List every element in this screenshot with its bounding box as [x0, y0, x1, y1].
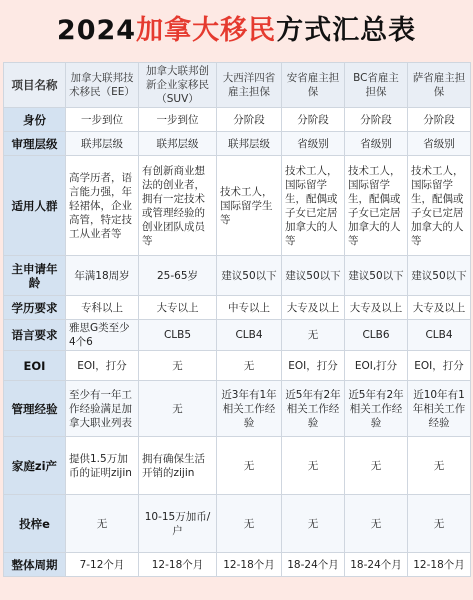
table-row: [4, 381, 471, 437]
table-cell: 无: [345, 495, 408, 553]
table-row: [4, 132, 471, 156]
row-label: 审理层级: [4, 132, 66, 156]
table-cell: 有创新商业想法的创业者，拥有一定技术或管理经验的创业团队成员等: [139, 156, 217, 256]
table-cell: 专科以上: [66, 296, 139, 320]
table-cell: 技术工人，国际留学生等: [217, 156, 282, 256]
table-cell: 18-24个月: [282, 553, 345, 577]
table-cell: EOI，打分: [408, 351, 471, 381]
table-cell: 联邦层级: [139, 132, 217, 156]
row-label: 整体周期: [4, 553, 66, 577]
table-cell: 18-24个月: [345, 553, 408, 577]
table-cell: 无: [345, 437, 408, 495]
table-row: [4, 108, 471, 132]
table-cell: CLB4: [217, 320, 282, 351]
table-cell: 7-12个月: [66, 553, 139, 577]
table-cell: EOI，打分: [282, 351, 345, 381]
header-col-sask: 萨省雇主担保: [408, 63, 471, 108]
row-label: 学历要求: [4, 296, 66, 320]
table-cell: 技术工人，国际留学生，配偶或子女已定居加拿大的人等: [345, 156, 408, 256]
table-row: [4, 553, 471, 577]
table-cell: 近3年有1年相关工作经验: [217, 381, 282, 437]
title-rest: 方式汇总表: [276, 15, 417, 46]
table-cell: 建议50以下: [282, 256, 345, 296]
header-col-bc: BC省雇主担保: [345, 63, 408, 108]
title-highlight: 加拿大移民: [136, 15, 277, 46]
table-row: [4, 156, 471, 256]
table-cell: 联邦层级: [217, 132, 282, 156]
header-col-atlantic: 大西洋四省雇主担保: [217, 63, 282, 108]
table-cell: 无: [408, 437, 471, 495]
table-cell: CLB5: [139, 320, 217, 351]
table-cell: 无: [139, 381, 217, 437]
table-cell: 无: [66, 495, 139, 553]
table-cell: 10-15万加币/户: [139, 495, 217, 553]
comparison-table-wrapper: [3, 62, 470, 577]
page-title: [0, 0, 473, 62]
table-row: [4, 351, 471, 381]
table-cell: 无: [139, 351, 217, 381]
table-cell: 分阶段: [282, 108, 345, 132]
row-label: 身份: [4, 108, 66, 132]
row-label: 语言要求: [4, 320, 66, 351]
table-cell: 无: [282, 320, 345, 351]
header-col-ee: 加拿大联邦技术移民（EE）: [66, 63, 139, 108]
table-cell: 大专及以上: [345, 296, 408, 320]
row-label: 管理经验: [4, 381, 66, 437]
row-label: 投梓e: [4, 495, 66, 553]
table-cell: 大专及以上: [408, 296, 471, 320]
table-row: [4, 437, 471, 495]
table-row: [4, 495, 471, 553]
header-label: 项目名称: [4, 63, 66, 108]
row-label: EOI: [4, 351, 66, 381]
table-cell: 技术工人，国际留学生，配偶或子女已定居加拿大的人等: [408, 156, 471, 256]
table-cell: 无: [217, 437, 282, 495]
row-label: 主申请年龄: [4, 256, 66, 296]
header-col-suv: 加拿大联邦创新企业家移民（SUV）: [139, 63, 217, 108]
table-cell: 提供1.5万加币的证明zijin: [66, 437, 139, 495]
table-cell: 省级别: [345, 132, 408, 156]
table-row: [4, 320, 471, 351]
table-row: [4, 256, 471, 296]
table-cell: 拥有确保生活开销的zijin: [139, 437, 217, 495]
header-row: [4, 63, 471, 108]
comparison-table: [3, 62, 471, 577]
table-cell: 无: [408, 495, 471, 553]
table-cell: 建议50以下: [345, 256, 408, 296]
table-row: [4, 296, 471, 320]
table-cell: 技术工人，国际留学生，配偶或子女已定居加拿大的人等: [282, 156, 345, 256]
table-cell: 年满18周岁: [66, 256, 139, 296]
row-label: 家庭zi产: [4, 437, 66, 495]
table-cell: 近5年有2年相关工作经验: [345, 381, 408, 437]
table-cell: 12-18个月: [217, 553, 282, 577]
table-cell: 一步到位: [139, 108, 217, 132]
table-cell: 大专及以上: [282, 296, 345, 320]
table-cell: 一步到位: [66, 108, 139, 132]
table-cell: 至少有一年工作经验满足加拿大职业列表: [66, 381, 139, 437]
table-cell: 分阶段: [408, 108, 471, 132]
table-cell: EOI，打分: [66, 351, 139, 381]
table-cell: 12-18个月: [139, 553, 217, 577]
table-cell: 无: [217, 495, 282, 553]
table-cell: 近10年有1年相关工作经验: [408, 381, 471, 437]
table-cell: 省级别: [408, 132, 471, 156]
table-cell: EOI,打分: [345, 351, 408, 381]
table-cell: 无: [282, 495, 345, 553]
header-col-ontario: 安省雇主担保: [282, 63, 345, 108]
table-cell: 分阶段: [217, 108, 282, 132]
table-cell: 联邦层级: [66, 132, 139, 156]
table-cell: CLB6: [345, 320, 408, 351]
table-cell: 省级别: [282, 132, 345, 156]
table-cell: 中专以上: [217, 296, 282, 320]
table-cell: 大专以上: [139, 296, 217, 320]
title-year: 2024: [56, 15, 137, 46]
table-cell: 12-18个月: [408, 553, 471, 577]
table-cell: 雅思G类至少4个6: [66, 320, 139, 351]
table-cell: 25-65岁: [139, 256, 217, 296]
table-cell: 建议50以下: [408, 256, 471, 296]
table-cell: 近5年有2年相关工作经验: [282, 381, 345, 437]
table-cell: 无: [282, 437, 345, 495]
table-cell: 分阶段: [345, 108, 408, 132]
table-cell: 建议50以下: [217, 256, 282, 296]
table-cell: 无: [217, 351, 282, 381]
table-cell: CLB4: [408, 320, 471, 351]
table-cell: 高学历者，语言能力强，年轻裙体，企业高管，特定技工从业者等: [66, 156, 139, 256]
row-label: 适用人群: [4, 156, 66, 256]
